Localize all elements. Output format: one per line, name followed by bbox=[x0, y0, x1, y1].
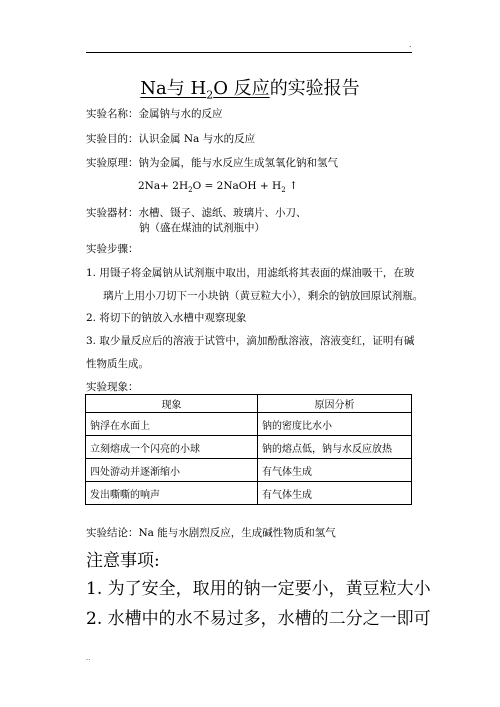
experiment-purpose: 实验目的：认识金属 Na 与水的反应 bbox=[86, 133, 256, 145]
phenomenon-cell: 四处游动并逐渐缩小 bbox=[86, 459, 258, 482]
reason-cell: 钠的密度比水小 bbox=[258, 413, 412, 436]
chemical-equation bbox=[138, 180, 298, 194]
step-3-line-1: 3. 取少量反应后的溶液于试管中，滴加酚酞溶液，溶液变红，证明有碱 bbox=[86, 335, 415, 347]
footer-mark: .. bbox=[86, 654, 91, 662]
equation-sub-1: 2 bbox=[188, 186, 193, 195]
note-item-2: 2. 水槽中的水不易过多，水槽的二分之一即可 bbox=[86, 609, 431, 629]
header-rule bbox=[86, 52, 412, 53]
experiment-conclusion: 实验结论：Na 能与水剧烈反应，生成碱性物质和氢气 bbox=[86, 527, 336, 539]
step-3-line-2: 性物质生成。 bbox=[86, 358, 149, 370]
phenomena-label: 实验现象： bbox=[86, 381, 139, 393]
reason-cell: 钠的熔点低，钠与水反应放热 bbox=[258, 436, 412, 459]
column-header-reason: 原因分析 bbox=[258, 395, 412, 413]
reason-cell: 有气体生成 bbox=[258, 459, 412, 482]
title-part-2: O 反应 bbox=[213, 78, 270, 99]
step-1-line-1: 1. 用镊子将金属钠从试剂瓶中取出，用滤纸将其表面的煤油吸干，在玻 bbox=[86, 267, 415, 279]
table-row bbox=[86, 436, 412, 459]
phenomenon-cell: 立刻熔成一个闪亮的小球 bbox=[86, 436, 258, 459]
note-item-1: 1. 为了安全，取用的钠一定要小，黄豆粒大小 bbox=[86, 579, 431, 599]
column-header-phenomenon: 现象 bbox=[86, 395, 258, 413]
equation-sub-2: 2 bbox=[281, 186, 286, 195]
title-subscript: 2 bbox=[206, 88, 214, 102]
experiment-equipment: 实验器材：水槽、镊子、滤纸、玻璃片、小刀、 bbox=[86, 207, 307, 219]
step-1-line-2: 璃片上用小刀切下一小块钠（黄豆粒大小），剩余的钠放回原试剂瓶。 bbox=[103, 290, 424, 302]
phenomena-table bbox=[85, 394, 412, 505]
equation-part-c: ↑ bbox=[285, 180, 298, 192]
header-mark: . bbox=[409, 40, 412, 49]
step-2: 2. 将切下的钠放入水槽中观察现象 bbox=[86, 312, 247, 324]
experiment-principle: 实验原理：钠为金属，能与水反应生成氢氧化钠和氢气 bbox=[86, 157, 338, 169]
notes-heading: 注意事项: bbox=[86, 551, 160, 571]
experiment-name: 实验名称：金属钠与水的反应 bbox=[86, 108, 223, 120]
steps-label: 实验步骤： bbox=[86, 243, 139, 255]
table-row bbox=[86, 459, 412, 482]
experiment-equipment-cont: 钠（盛在煤油的试剂瓶中） bbox=[139, 222, 265, 234]
phenomenon-cell: 钠浮在水面上 bbox=[86, 413, 258, 436]
table-row bbox=[86, 482, 412, 505]
page-title bbox=[0, 74, 500, 102]
table-row bbox=[86, 413, 412, 436]
table-header-row bbox=[86, 395, 412, 413]
equation-part-b: O = 2NaOH + H bbox=[192, 180, 282, 192]
title-underlined bbox=[140, 78, 270, 102]
phenomenon-cell: 发出嘶嘶的响声 bbox=[86, 482, 258, 505]
equation-part-a: 2Na+ 2H bbox=[138, 180, 189, 192]
reason-cell: 有气体生成 bbox=[258, 482, 412, 505]
title-part-3: 的实验报告 bbox=[269, 78, 360, 99]
title-part-1: Na与 H bbox=[140, 78, 207, 99]
